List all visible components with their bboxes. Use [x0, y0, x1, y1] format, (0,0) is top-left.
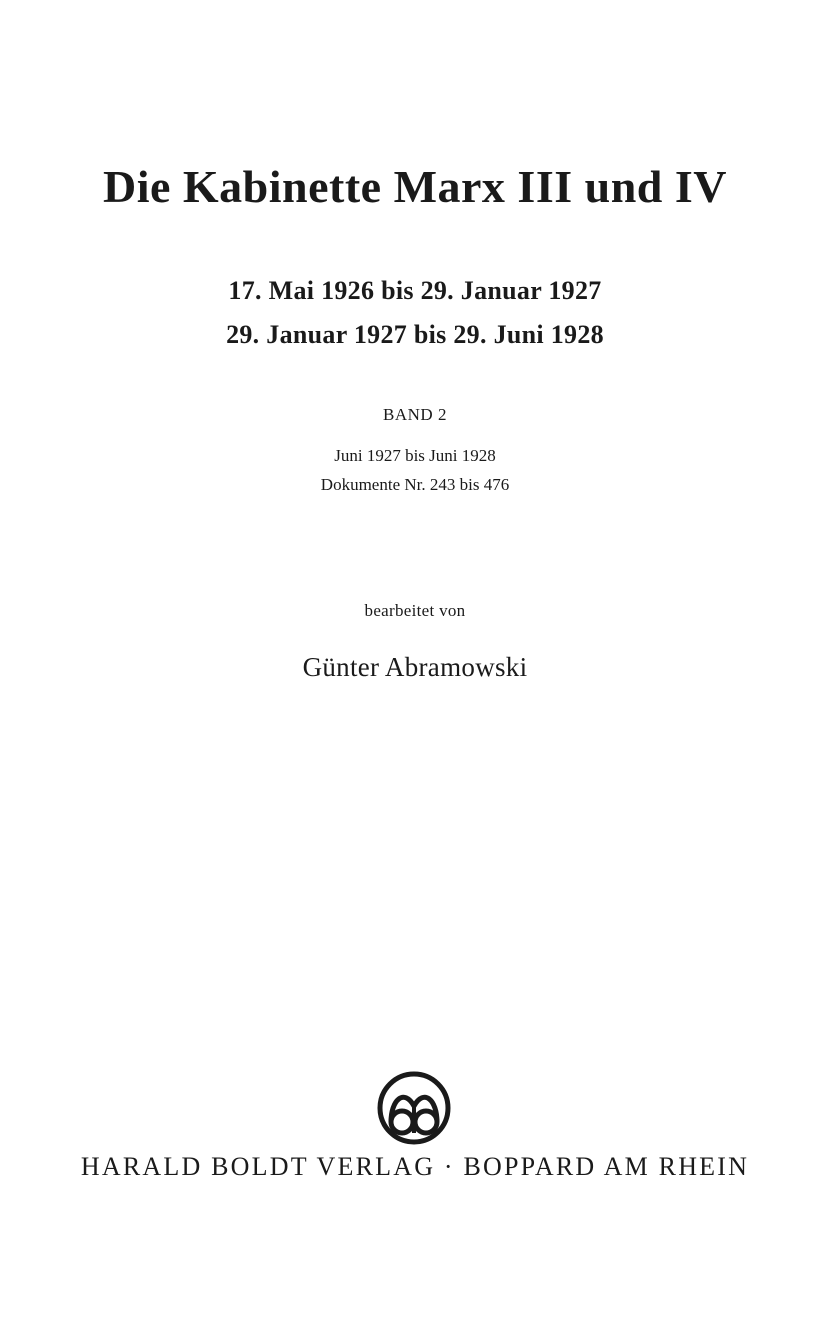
edited-by-label: bearbeitet von — [364, 601, 466, 620]
publisher-monogram-icon — [376, 1070, 452, 1146]
volume-label: BAND 2 — [383, 405, 447, 424]
period-cabinet-iii: 17. Mai 1926 bis 29. Januar 1927 — [228, 276, 602, 305]
period-cabinet-iv: 29. Januar 1927 bis 29. Juni 1928 — [226, 320, 604, 349]
publisher-imprint: HARALD BOLDT VERLAG · BOPPARD AM RHEIN — [80, 1152, 750, 1181]
book-title: Die Kabinette Marx III und IV — [102, 161, 728, 212]
volume-date-range: Juni 1927 bis Juni 1928 — [334, 446, 496, 465]
editor-name: Günter Abramowski — [302, 652, 528, 682]
document-range: Dokumente Nr. 243 bis 476 — [320, 475, 510, 494]
